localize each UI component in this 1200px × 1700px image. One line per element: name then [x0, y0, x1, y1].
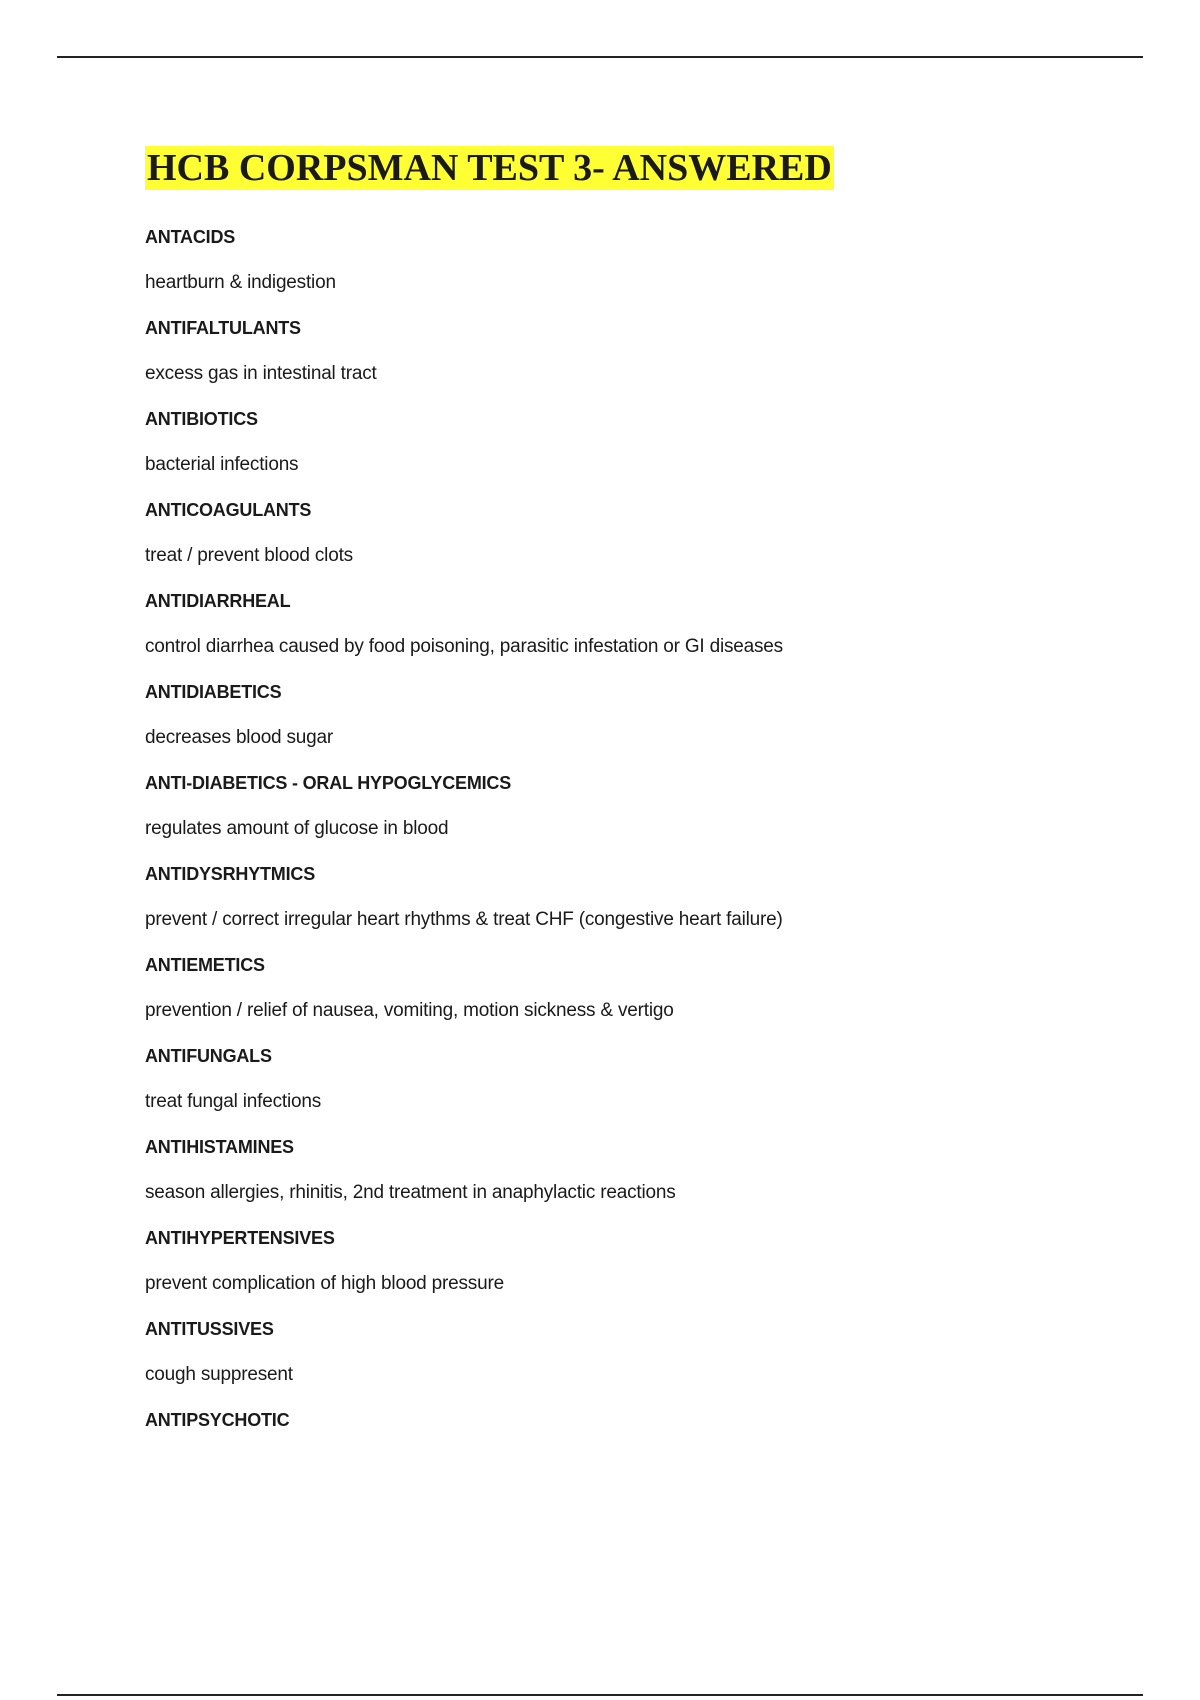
drug-class-definition: decreases blood sugar	[145, 727, 334, 748]
list-item	[145, 317, 1105, 385]
drug-class-definition: control diarrhea caused by food poisoning, parasitic infestation or GI diseases	[145, 636, 783, 657]
drug-class-term: ANTIPSYCHOTIC	[145, 1410, 290, 1430]
list-item	[145, 772, 1105, 840]
list-item	[145, 1409, 1105, 1431]
list-item	[145, 1136, 1105, 1204]
drug-class-term: ANTI-DIABETICS - ORAL HYPOGLYCEMICS	[145, 773, 512, 793]
drug-class-definition: cough suppresent	[145, 1364, 293, 1385]
drug-class-term: ANTIDIARRHEAL	[145, 591, 291, 611]
footer-rule	[57, 1694, 1143, 1696]
drug-class-term: ANTIBIOTICS	[145, 409, 258, 429]
list-item	[145, 1045, 1105, 1113]
drug-class-term: ANTITUSSIVES	[145, 1319, 274, 1339]
drug-class-term: ANTICOAGULANTS	[145, 500, 312, 520]
drug-class-definition: bacterial infections	[145, 454, 299, 475]
drug-class-term: ANTIHYPERTENSIVES	[145, 1228, 335, 1248]
list-item	[145, 590, 1105, 658]
drug-class-definition: regulates amount of glucose in blood	[145, 818, 449, 839]
document-body	[145, 146, 1105, 1455]
drug-class-term: ANTIFUNGALS	[145, 1046, 272, 1066]
list-item	[145, 499, 1105, 567]
drug-class-term: ANTIEMETICS	[145, 955, 265, 975]
drug-class-definition: excess gas in intestinal tract	[145, 363, 377, 384]
drug-class-definition: prevent / correct irregular heart rhythms & treat CHF (congestive heart failure)	[145, 909, 783, 930]
drug-class-definition: heartburn & indigestion	[145, 272, 336, 293]
drug-class-term: ANTIHISTAMINES	[145, 1137, 294, 1157]
list-item	[145, 681, 1105, 749]
drug-class-definition: season allergies, rhinitis, 2nd treatment in anaphylactic reactions	[145, 1182, 676, 1203]
drug-class-definition: treat / prevent blood clots	[145, 545, 353, 566]
list-item	[145, 954, 1105, 1022]
header-rule	[57, 56, 1143, 58]
drug-class-definition: prevention / relief of nausea, vomiting, motion sickness & vertigo	[145, 1000, 674, 1021]
list-item	[145, 226, 1105, 294]
list-item	[145, 863, 1105, 931]
drug-class-term: ANTIDIABETICS	[145, 682, 282, 702]
list-item	[145, 1318, 1105, 1386]
list-item	[145, 408, 1105, 476]
drug-class-definition: treat fungal infections	[145, 1091, 322, 1112]
drug-class-definition: prevent complication of high blood pressure	[145, 1273, 504, 1294]
page-title: HCB CORPSMAN TEST 3- ANSWERED	[147, 147, 832, 189]
list-item	[145, 1227, 1105, 1295]
drug-class-term: ANTIFALTULANTS	[145, 318, 301, 338]
drug-class-term: ANTACIDS	[145, 227, 236, 247]
drug-class-term: ANTIDYSRHYTMICS	[145, 864, 316, 884]
term-list	[145, 226, 1105, 1431]
